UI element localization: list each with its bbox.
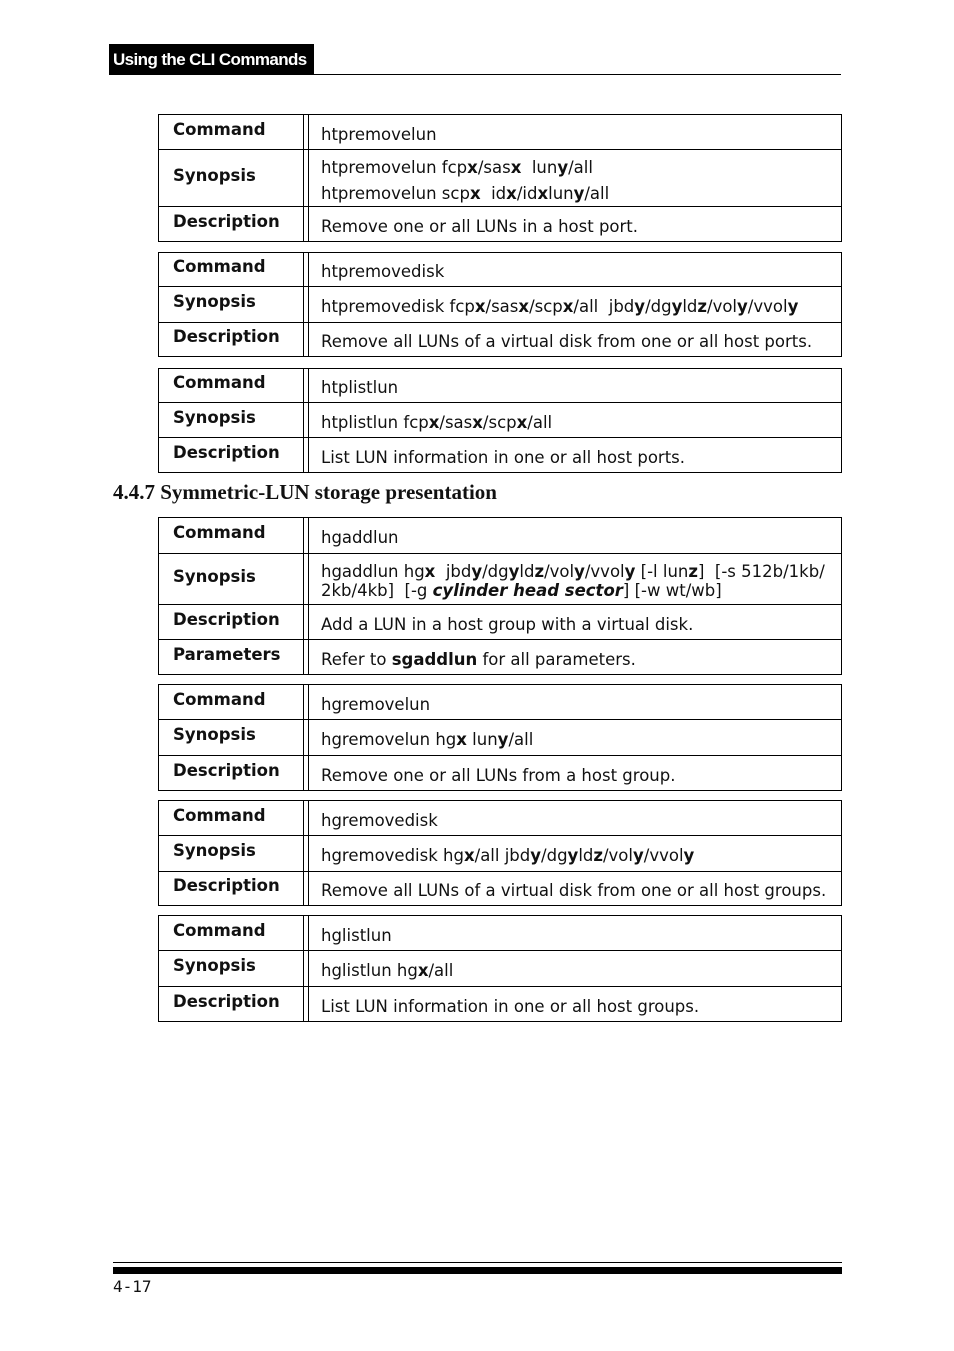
synopsis-text: /all [568,157,593,177]
synopsis-text: /sas [439,412,473,432]
description-row-value [309,872,842,906]
synopsis-text: /all [584,183,610,203]
synopsis-row [159,287,842,323]
synopsis-text: hgremovelun hg [321,730,457,749]
synopsis-row-label [159,403,304,438]
synopsis-variable: y [574,562,585,581]
synopsis-text: lun [466,730,498,749]
synopsis-row-label [159,287,304,323]
synopsis-text: [-l lun [635,562,689,581]
synopsis-line [321,184,831,203]
synopsis-text: /dg [645,297,672,316]
section-heading: 4.4.7 Symmetric-LUN storage presentation [113,480,497,504]
description-text: List LUN information in one or all host groups. [321,996,700,1016]
command-name: hgremovelun [321,694,431,714]
description-row-value [309,323,842,357]
synopsis-row-label [159,554,304,605]
synopsis-text: ] [-s 512b/1kb/ [697,562,825,581]
synopsis-variable: x [428,412,440,432]
field-label: Command [173,119,266,139]
field-label: Synopsis [173,841,256,860]
header-rule [109,74,841,75]
synopsis-row [159,554,842,605]
parameters-row-value [309,640,842,675]
command-row-value [309,685,842,720]
synopsis-variable: y [573,183,585,203]
synopsis-text: /scp [529,297,563,316]
command-table-htplistlun [158,368,842,473]
field-label: Description [173,442,280,462]
synopsis-text: id [480,183,507,203]
description-row-value [309,605,842,640]
synopsis-text: lun [521,157,558,177]
command-row-label [159,685,304,720]
field-label: Command [173,689,266,709]
synopsis-row [159,403,842,438]
synopsis-text: 2kb/4kb] [-g [321,581,433,600]
description-row-label [159,987,304,1022]
command-row [159,253,842,287]
synopsis-row-value [309,720,842,756]
command-row-label [159,916,304,951]
command-row [159,369,842,403]
synopsis-variable: x [562,297,574,316]
synopsis-text: /sas [485,297,519,316]
synopsis-row-value [309,836,842,872]
synopsis-variable: x [467,157,478,177]
synopsis-row-value [309,403,842,438]
synopsis-line [321,961,831,980]
footer-rule-thin [113,1262,842,1263]
command-row-label [159,253,304,287]
command-row [159,685,842,720]
synopsis-variable: y [557,157,569,177]
command-name: hgaddlun [321,528,399,547]
synopsis-text: htpremovelun fcp [321,157,468,177]
synopsis-variable: y [634,297,646,316]
synopsis-variable: x [472,412,483,432]
synopsis-variable: x [417,961,429,980]
synopsis-text: htplistlun fcp [321,412,429,432]
synopsis-text: /vol [602,846,633,865]
field-label: Command [173,920,266,940]
synopsis-variable: y [567,846,579,865]
synopsis-line [321,581,831,600]
synopsis-variable: y [671,297,683,316]
command-row-value [309,916,842,951]
synopsis-text: ld [578,846,594,865]
page-number: 4-17 [113,1277,152,1296]
command-row-value [309,369,842,403]
synopsis-row-value [309,287,842,323]
synopsis-variable: x [474,297,486,316]
command-row [159,801,842,836]
field-label: Description [173,327,280,346]
field-label: Description [173,211,280,231]
synopsis-text: /all [428,961,454,980]
command-row [159,518,842,554]
synopsis-variable: y [471,562,483,581]
field-label: Synopsis [173,725,256,744]
description-row [159,438,842,473]
command-name: htpremovelun [321,124,437,144]
synopsis-variable: cylinder head sector [432,581,623,600]
synopsis-text: ] [-w wt/wb] [622,581,722,600]
chapter-header-tab: Using the CLI Commands [109,44,314,75]
parameters-row-label [159,640,304,675]
synopsis-variable: y [497,730,509,749]
field-label: Synopsis [173,566,256,586]
synopsis-text: /vvol [584,562,625,581]
synopsis-line [321,846,831,865]
field-label: Description [173,876,280,895]
parameter-text: for all parameters. [477,649,636,669]
command-name: htplistlun [321,378,399,397]
synopsis-variable: z [697,297,708,316]
synopsis-text: /all jbd [474,846,531,865]
field-label: Command [173,523,266,542]
synopsis-variable: y [683,846,695,865]
description-row [159,756,842,791]
synopsis-text: ld [519,562,535,581]
synopsis-row [159,150,842,207]
description-row-label [159,207,304,242]
parameters-row [159,640,842,675]
description-row-value [309,438,842,473]
synopsis-row [159,951,842,987]
description-row-value [309,207,842,242]
description-row-value [309,987,842,1022]
description-text: Add a LUN in a host group with a virtual disk. [321,614,694,634]
synopsis-variable: y [624,562,636,581]
synopsis-variable: x [463,846,475,865]
synopsis-line [321,730,831,749]
synopsis-variable: y [508,562,520,581]
synopsis-row-value [309,554,842,605]
command-table-hgaddlun [158,517,842,675]
synopsis-text: ld [682,297,698,316]
synopsis-text: /vvol [747,297,788,316]
synopsis-row-label [159,951,304,987]
field-label: Description [173,609,280,629]
synopsis-text: /all [508,730,534,749]
synopsis-line [321,413,831,432]
synopsis-text: /vol [707,297,738,316]
synopsis-row-value [309,951,842,987]
synopsis-line [321,562,831,581]
description-row-value [309,756,842,791]
synopsis-variable: z [593,846,603,865]
description-row [159,323,842,357]
synopsis-variable: z [688,562,698,581]
synopsis-row-value [309,150,842,207]
command-row-value [309,115,842,150]
synopsis-row [159,836,842,872]
synopsis-text: htpremovelun scp [321,183,470,203]
synopsis-text: /id [516,183,538,203]
command-row-value [309,518,842,554]
synopsis-text: /scp [482,412,517,432]
command-table-htpremovedisk [158,252,842,357]
command-name: hglistlun [321,925,392,945]
description-row-label [159,756,304,791]
footer-rule-thick [113,1267,842,1274]
command-row [159,115,842,150]
parameter-reference: sgaddlun [391,649,478,669]
description-text: Remove one or all LUNs in a host port. [321,216,639,236]
command-row-label [159,518,304,554]
command-name: hgremovedisk [321,810,438,830]
synopsis-variable: y [633,846,644,865]
field-label: Command [173,805,266,825]
synopsis-text: /sas [477,157,511,177]
synopsis-text: /dg [541,846,568,865]
command-name: htpremovedisk [321,262,445,281]
command-row-value [309,801,842,836]
field-label: Description [173,991,280,1011]
synopsis-text: htpremovedisk fcp [321,297,475,316]
synopsis-text: hglistlun hg [321,961,418,980]
description-text: Remove all LUNs of a virtual disk from one or all host ports. [321,332,813,351]
description-text: Remove all LUNs of a virtual disk from one or all host groups. [321,881,827,900]
synopsis-variable: y [737,297,748,316]
command-table-hgremovelun [158,684,842,791]
command-row-value [309,253,842,287]
synopsis-text: jbd [435,562,472,581]
parameter-text: Refer to [321,649,392,669]
description-text: Remove one or all LUNs from a host group. [321,765,676,785]
field-label: Command [173,257,266,276]
synopsis-variable: y [787,297,799,316]
synopsis-variable: x [516,412,528,432]
synopsis-variable: x [456,730,467,749]
synopsis-text: hgaddlun hg [321,562,425,581]
synopsis-variable: x [424,562,436,581]
synopsis-variable: z [534,562,545,581]
field-label: Description [173,760,280,780]
description-row [159,605,842,640]
description-row [159,872,842,906]
command-row-label [159,369,304,403]
command-row-label [159,115,304,150]
description-row-label [159,323,304,357]
field-label: Synopsis [173,407,256,427]
command-row-label [159,801,304,836]
field-label: Synopsis [173,956,256,975]
command-table-hglistlun [158,915,842,1022]
field-label: Synopsis [173,292,256,311]
synopsis-line [321,158,831,177]
synopsis-text: lun [548,183,574,203]
description-row-label [159,605,304,640]
synopsis-row-label [159,720,304,756]
synopsis-row-label [159,836,304,872]
description-row-label [159,438,304,473]
synopsis-variable: x [518,297,530,316]
synopsis-text: hgremovedisk hg [321,846,464,865]
synopsis-text: /all [527,412,553,432]
synopsis-text: /all jbd [573,297,635,316]
synopsis-row [159,720,842,756]
synopsis-variable: x [510,157,522,177]
synopsis-variable: x [506,183,517,203]
description-text: List LUN information in one or all host ports. [321,447,686,467]
synopsis-variable: y [530,846,542,865]
synopsis-line [321,297,831,316]
field-label: Synopsis [173,165,256,185]
synopsis-text: /dg [482,562,509,581]
description-row-label [159,872,304,906]
description-row [159,207,842,242]
description-row [159,987,842,1022]
field-label: Parameters [173,644,281,664]
synopsis-variable: x [537,183,549,203]
synopsis-text: /vol [544,562,575,581]
synopsis-text: /vvol [643,846,684,865]
command-row [159,916,842,951]
synopsis-variable: x [469,183,481,203]
field-label: Command [173,373,266,392]
synopsis-row-label [159,150,304,207]
command-table-htpremovelun [158,114,842,242]
command-table-hgremovedisk [158,800,842,906]
